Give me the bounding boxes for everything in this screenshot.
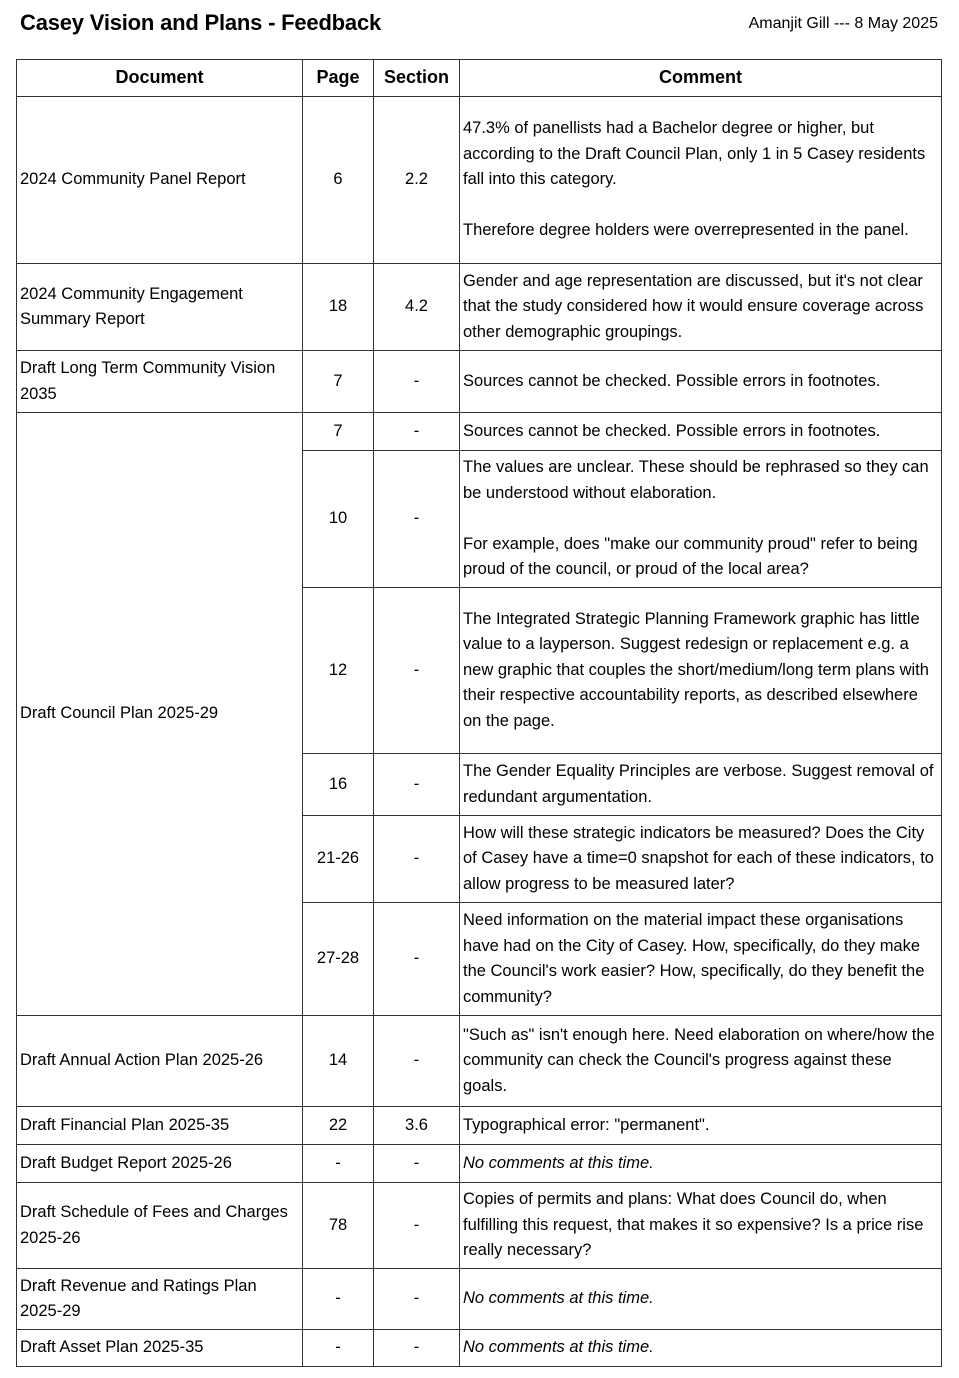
comment-cell: Copies of permits and plans: What does Council do, when fulfilling this request, that makes it so expensive? Is a price rise really necessary? — [460, 1183, 942, 1269]
comment-cell: 47.3% of panellists had a Bachelor degree or higher, but according to the Draft Council Plan, only 1 in 5 Casey residents fall into this category. Therefore degree holders were overrepresented in the panel. — [460, 97, 942, 264]
document-cell: Draft Revenue and Ratings Plan 2025-29 — [17, 1269, 303, 1330]
section-cell: - — [374, 588, 460, 754]
comment-cell: How will these strategic indicators be measured? Does the City of Casey have a time=0 snapshot for each of these indicators, to allow progress to be measured later? — [460, 816, 942, 903]
section-cell: - — [374, 1269, 460, 1330]
section-cell: - — [374, 816, 460, 903]
page-cell: 14 — [303, 1016, 374, 1107]
table-row — [17, 1107, 942, 1145]
section-cell: - — [374, 413, 460, 451]
comment-cell: "Such as" isn't enough here. Need elaboration on where/how the community can check the Council's progress against these goals. — [460, 1016, 942, 1107]
document-cell: Draft Schedule of Fees and Charges 2025-26 — [17, 1183, 303, 1269]
page-cell: 12 — [303, 588, 374, 754]
section-cell: - — [374, 1145, 460, 1183]
section-cell: 4.2 — [374, 264, 460, 351]
table-row — [17, 1016, 942, 1107]
document-cell: Draft Asset Plan 2025-35 — [17, 1330, 303, 1367]
table-row — [17, 1145, 942, 1183]
table-row — [17, 413, 942, 451]
page-cell: 7 — [303, 413, 374, 451]
comment-cell: Sources cannot be checked. Possible errors in footnotes. — [460, 351, 942, 413]
document-cell: Draft Budget Report 2025-26 — [17, 1145, 303, 1183]
author-date: Amanjit Gill --- 8 May 2025 — [748, 15, 938, 32]
table-row — [17, 1269, 942, 1330]
section-cell: - — [374, 1183, 460, 1269]
page-cell: - — [303, 1330, 374, 1367]
comment-cell: The Integrated Strategic Planning Framework graphic has little value to a layperson. Suggest redesign or replacement e.g. a new graphic that couples the short/medium/long term plans with their respective accountability reports, as described elsewhere on the page. — [460, 588, 942, 754]
comment-cell: The values are unclear. These should be rephrased so they can be understood without elaboration. For example, does "make our community proud" refer to being proud of the council, or proud of the local area? — [460, 451, 942, 588]
page-cell: 18 — [303, 264, 374, 351]
document-cell: Draft Long Term Community Vision 2035 — [17, 351, 303, 413]
comment-cell: Gender and age representation are discussed, but it's not clear that the study considered how it would ensure coverage across other demographic groupings. — [460, 264, 942, 351]
comment-cell: Typographical error: "permanent". — [460, 1107, 942, 1145]
comment-cell: No comments at this time. — [460, 1269, 942, 1330]
page-title: Casey Vision and Plans - Feedback — [20, 10, 382, 35]
column-header-page: Page — [303, 60, 374, 97]
page-cell: - — [303, 1269, 374, 1330]
section-cell: - — [374, 351, 460, 413]
column-header-comment: Comment — [460, 60, 942, 97]
comment-cell: No comments at this time. — [460, 1145, 942, 1183]
feedback-table — [16, 59, 942, 1367]
document-cell: Draft Council Plan 2025-29 — [17, 413, 303, 1016]
section-cell: - — [374, 451, 460, 588]
document-cell: 2024 Community Panel Report — [17, 97, 303, 264]
comment-cell: Sources cannot be checked. Possible errors in footnotes. — [460, 413, 942, 451]
table-row — [17, 1330, 942, 1367]
page-cell: 6 — [303, 97, 374, 264]
comment-cell: Need information on the material impact these organisations have had on the City of Casey. How, specifically, do they make the Council's work easier? How, specifically, do they benefit the community? — [460, 903, 942, 1016]
document-cell: 2024 Community Engagement Summary Report — [17, 264, 303, 351]
section-cell: 3.6 — [374, 1107, 460, 1145]
page-cell: 16 — [303, 754, 374, 816]
column-header-section: Section — [374, 60, 460, 97]
table-row — [17, 351, 942, 413]
table-row — [17, 264, 942, 351]
table-row — [17, 1183, 942, 1269]
comment-cell: The Gender Equality Principles are verbose. Suggest removal of redundant argumentation. — [460, 754, 942, 816]
section-cell: - — [374, 903, 460, 1016]
section-cell: - — [374, 1016, 460, 1107]
page-cell: 78 — [303, 1183, 374, 1269]
page-cell: 22 — [303, 1107, 374, 1145]
section-cell: - — [374, 754, 460, 816]
page-cell: 7 — [303, 351, 374, 413]
page-cell: 21-26 — [303, 816, 374, 903]
column-header-document: Document — [17, 60, 303, 97]
document-cell: Draft Financial Plan 2025-35 — [17, 1107, 303, 1145]
header-row — [17, 60, 942, 97]
page-cell: 27-28 — [303, 903, 374, 1016]
page-cell: - — [303, 1145, 374, 1183]
comment-cell: No comments at this time. — [460, 1330, 942, 1367]
section-cell: - — [374, 1330, 460, 1367]
table-row — [17, 97, 942, 264]
document-cell: Draft Annual Action Plan 2025-26 — [17, 1016, 303, 1107]
section-cell: 2.2 — [374, 97, 460, 264]
page-cell: 10 — [303, 451, 374, 588]
